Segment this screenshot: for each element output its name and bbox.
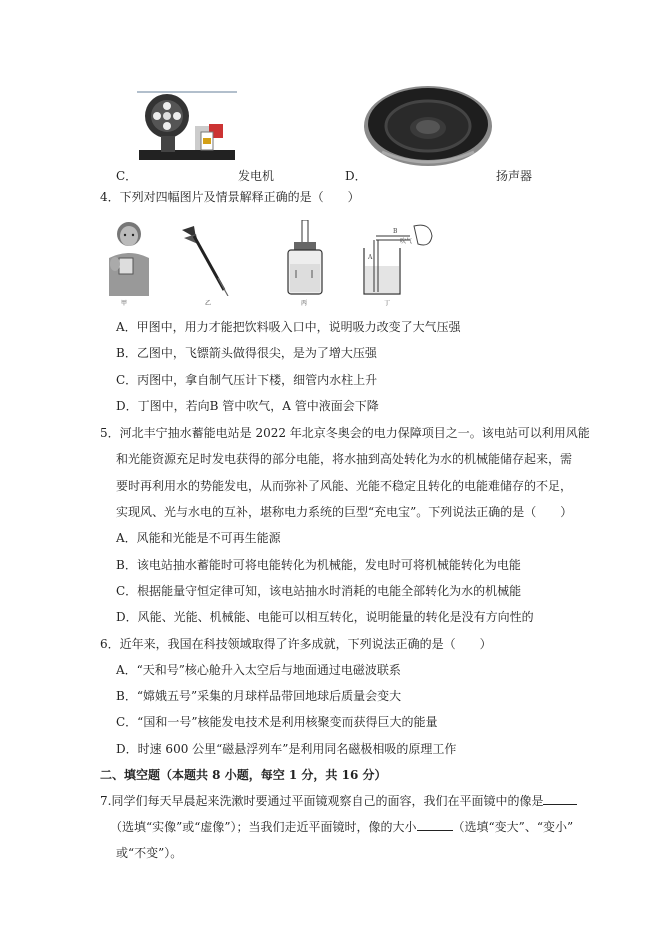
q7-line-2	[110, 818, 573, 836]
option-c-caption: 发电机	[238, 169, 275, 183]
q7-line-1	[100, 792, 577, 810]
figure-label-bing: 丙	[301, 300, 308, 307]
q5-line-1: 5．河北丰宁抽水蓄能电站是 2022 年北京冬奥会的电力保障项目之一。该电站可以利用风能	[100, 426, 590, 440]
q5-option-b: B．该电站抽水蓄能时可将电能转化为机械能，发电时可将机械能转化为电能	[116, 558, 521, 572]
q7-blank-2[interactable]	[417, 818, 453, 831]
figure-ding-label-a: A	[368, 254, 373, 261]
q5-option-d: D．风能、光能、机械能、电能可以相互转化，说明能量的转化是没有方向性的	[116, 610, 534, 624]
q7-line-3: 或“不变”）。	[116, 846, 183, 860]
q5-line-3: 要时再利用水的势能发电，从而弥补了风能、光能不稳定且转化的电能难储存的不足，	[116, 479, 573, 493]
figure-label-yi: 乙	[205, 300, 212, 307]
figure-label-ding: 丁	[384, 300, 391, 307]
generator-image	[135, 88, 237, 166]
q5-option-c: C．根据能量守恒定律可知，该电站抽水时消耗的电能全部转化为水的机械能	[116, 584, 522, 598]
speaker-image	[362, 82, 494, 170]
q4-option-b: B．乙图中，飞镖箭头做得很尖，是为了增大压强	[116, 346, 377, 360]
q5-line-2: 和光能资源充足时发电获得的部分电能，将水抽到高处转化为水的机械能储存起来，需	[116, 452, 573, 466]
q6-option-d: D．时速 600 公里“磁悬浮列车”是利用同名磁极相吸的原理工作	[116, 742, 457, 756]
option-d-caption: 扬声器	[496, 169, 533, 183]
q6-option-c: C．“国和一号”核能发电技术是利用核聚变而获得巨大的能量	[116, 715, 438, 729]
q7-text-1: 7.同学们每天早晨起来洗漱时要通过平面镜观察自己的面容，我们在平面镜中的像是	[100, 794, 544, 808]
figure-yi-dart	[180, 224, 230, 296]
q5-option-a: A．风能和光能是不可再生能源	[116, 531, 281, 545]
figure-jia-child-drinking	[103, 218, 151, 296]
q7-text-2a: （选填“实像”或“虚像”）；当我们走近平面镜时，像的大小	[110, 820, 417, 834]
figure-ding-label-b: B	[393, 228, 398, 235]
q6-option-b: B．“嫦娥五号”采集的月球样品带回地球后质量会变大	[116, 689, 402, 703]
section-2-title: 二、填空题（本题共 8 小题，每空 1 分，共 16 分）	[100, 768, 387, 782]
figure-label-jia: 甲	[121, 300, 128, 307]
option-c-letter: C．	[116, 169, 138, 183]
q4-option-d: D．丁图中，若向B 管中吹气，A 管中液面会下降	[116, 399, 379, 413]
q4-stem: 4．下列对四幅图片及情景解释正确的是（ ）	[100, 190, 360, 204]
q6-option-a: A．“天和号”核心舱升入太空后与地面通过电磁波联系	[116, 663, 401, 677]
figure-ding-blow-label: 吹气	[400, 238, 413, 245]
q4-option-a: A．甲图中，用力才能把饮料吸入口中，说明吸力改变了大气压强	[116, 320, 461, 334]
q6-stem: 6．近年来，我国在科技领域取得了许多成就，下列说法正确的是（ ）	[100, 637, 492, 651]
option-d-letter: D．	[345, 169, 367, 183]
q5-line-4: 实现风、光与水电的互补，堪称电力系统的巨型“充电宝”。下列说法正确的是（ ）	[116, 505, 573, 519]
q4-option-c: C．丙图中，拿自制气压计下楼，细管内水柱上升	[116, 373, 378, 387]
figure-bing-barometer	[286, 220, 324, 296]
q7-text-2b: （选填“变大”、“变小”	[452, 820, 574, 834]
q7-blank-1[interactable]	[543, 792, 577, 805]
